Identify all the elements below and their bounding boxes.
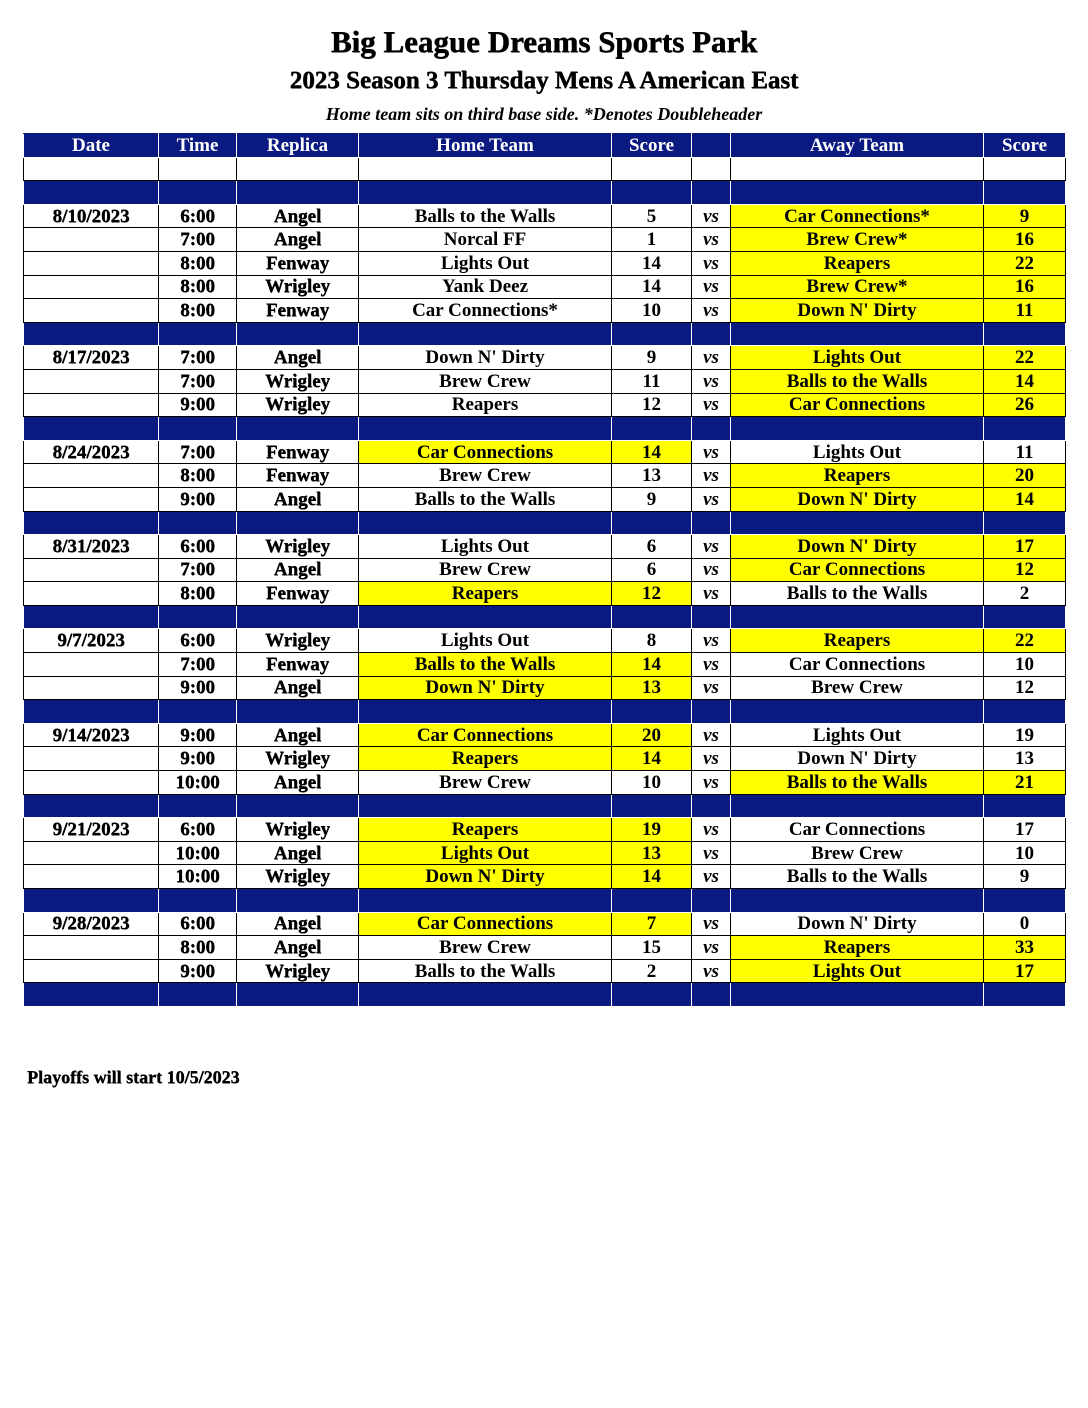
vs-cell: vs — [692, 228, 731, 252]
vs-cell: vs — [692, 582, 731, 606]
time-cell: 10:00 — [159, 841, 237, 865]
date-cell — [24, 228, 159, 252]
date-cell — [24, 275, 159, 299]
away-score-cell: 16 — [984, 275, 1066, 299]
header-time: Time — [159, 134, 237, 158]
away-score-cell: 13 — [984, 747, 1066, 771]
table-row — [24, 771, 1066, 795]
home-team-cell: Reapers — [359, 747, 612, 771]
table-row — [24, 936, 1066, 960]
away-score-cell: 17 — [984, 818, 1066, 842]
home-team-cell: Car Connections — [359, 723, 612, 747]
date-cell — [24, 959, 159, 983]
date-cell: 8/17/2023 — [24, 346, 159, 370]
away-score-cell: 22 — [984, 251, 1066, 275]
table-row — [24, 275, 1066, 299]
table-row — [24, 535, 1066, 559]
away-team-cell: Down N' Dirty — [731, 299, 984, 323]
home-score-cell: 10 — [612, 771, 692, 795]
home-score-cell: 9 — [612, 487, 692, 511]
home-team-cell: Balls to the Walls — [359, 653, 612, 677]
time-cell: 8:00 — [159, 299, 237, 323]
vs-cell: vs — [692, 369, 731, 393]
replica-cell: Wrigley — [237, 629, 359, 653]
week-separator — [24, 983, 1066, 1007]
home-team-cell: Brew Crew — [359, 558, 612, 582]
schedule-body — [24, 157, 1066, 1006]
time-cell: 7:00 — [159, 228, 237, 252]
home-score-cell: 6 — [612, 558, 692, 582]
home-score-cell: 14 — [612, 653, 692, 677]
time-cell: 9:00 — [159, 959, 237, 983]
away-team-cell: Lights Out — [731, 959, 984, 983]
replica-cell: Angel — [237, 912, 359, 936]
time-cell: 7:00 — [159, 653, 237, 677]
date-cell: 8/10/2023 — [24, 204, 159, 228]
away-score-cell: 10 — [984, 653, 1066, 677]
date-cell — [24, 582, 159, 606]
vs-cell: vs — [692, 747, 731, 771]
away-team-cell: Brew Crew — [731, 841, 984, 865]
replica-cell: Angel — [237, 771, 359, 795]
home-score-cell: 10 — [612, 299, 692, 323]
table-row — [24, 747, 1066, 771]
home-team-cell: Brew Crew — [359, 369, 612, 393]
table-row — [24, 865, 1066, 889]
table-row — [24, 676, 1066, 700]
vs-cell: vs — [692, 771, 731, 795]
date-cell — [24, 299, 159, 323]
vs-cell: vs — [692, 818, 731, 842]
home-team-cell: Lights Out — [359, 841, 612, 865]
date-cell — [24, 653, 159, 677]
header-home-score: Score — [612, 134, 692, 158]
home-team-cell: Down N' Dirty — [359, 865, 612, 889]
home-team-cell: Car Connections* — [359, 299, 612, 323]
vs-cell: vs — [692, 959, 731, 983]
table-row — [24, 841, 1066, 865]
date-cell: 9/7/2023 — [24, 629, 159, 653]
home-score-cell: 9 — [612, 346, 692, 370]
week-separator — [24, 417, 1066, 441]
away-team-cell: Car Connections — [731, 818, 984, 842]
replica-cell: Fenway — [237, 440, 359, 464]
vs-cell: vs — [692, 653, 731, 677]
date-cell — [24, 771, 159, 795]
home-team-cell: Brew Crew — [359, 936, 612, 960]
home-team-cell: Norcal FF — [359, 228, 612, 252]
away-score-cell: 11 — [984, 440, 1066, 464]
replica-cell: Fenway — [237, 299, 359, 323]
table-row — [24, 818, 1066, 842]
home-team-cell: Lights Out — [359, 251, 612, 275]
replica-cell: Angel — [237, 558, 359, 582]
vs-cell: vs — [692, 865, 731, 889]
replica-cell: Fenway — [237, 653, 359, 677]
table-row — [24, 393, 1066, 417]
home-score-cell: 11 — [612, 369, 692, 393]
home-team-cell: Yank Deez — [359, 275, 612, 299]
replica-cell: Fenway — [237, 251, 359, 275]
away-score-cell: 12 — [984, 558, 1066, 582]
vs-cell: vs — [692, 464, 731, 488]
replica-cell: Angel — [237, 346, 359, 370]
home-score-cell: 5 — [612, 204, 692, 228]
away-score-cell: 17 — [984, 535, 1066, 559]
time-cell: 9:00 — [159, 676, 237, 700]
vs-cell: vs — [692, 440, 731, 464]
time-cell: 6:00 — [159, 535, 237, 559]
away-team-cell: Lights Out — [731, 346, 984, 370]
home-score-cell: 19 — [612, 818, 692, 842]
week-separator — [24, 511, 1066, 535]
away-score-cell: 26 — [984, 393, 1066, 417]
replica-cell: Angel — [237, 676, 359, 700]
home-score-cell: 12 — [612, 393, 692, 417]
away-score-cell: 0 — [984, 912, 1066, 936]
time-cell: 9:00 — [159, 747, 237, 771]
date-cell — [24, 464, 159, 488]
date-cell — [24, 369, 159, 393]
home-team-cell: Down N' Dirty — [359, 346, 612, 370]
away-team-cell: Reapers — [731, 629, 984, 653]
header-row — [24, 134, 1066, 158]
date-cell — [24, 865, 159, 889]
away-score-cell: 20 — [984, 464, 1066, 488]
replica-cell: Angel — [237, 204, 359, 228]
date-cell — [24, 936, 159, 960]
header-replica: Replica — [237, 134, 359, 158]
away-score-cell: 14 — [984, 487, 1066, 511]
away-score-cell: 2 — [984, 582, 1066, 606]
away-team-cell: Balls to the Walls — [731, 771, 984, 795]
away-score-cell: 11 — [984, 299, 1066, 323]
page-title: Big League Dreams Sports Park — [330, 24, 758, 59]
date-cell: 8/24/2023 — [24, 440, 159, 464]
home-score-cell: 15 — [612, 936, 692, 960]
week-separator — [24, 794, 1066, 818]
vs-cell: vs — [692, 204, 731, 228]
replica-cell: Angel — [237, 723, 359, 747]
away-team-cell: Balls to the Walls — [731, 865, 984, 889]
vs-cell: vs — [692, 251, 731, 275]
home-team-cell: Reapers — [359, 393, 612, 417]
away-score-cell: 22 — [984, 629, 1066, 653]
home-team-cell: Down N' Dirty — [359, 676, 612, 700]
vs-cell: vs — [692, 393, 731, 417]
replica-cell: Angel — [237, 487, 359, 511]
header-vs — [692, 134, 731, 158]
away-team-cell: Balls to the Walls — [731, 369, 984, 393]
table-row — [24, 723, 1066, 747]
replica-cell: Wrigley — [237, 865, 359, 889]
home-score-cell: 13 — [612, 464, 692, 488]
replica-cell: Wrigley — [237, 369, 359, 393]
replica-cell: Wrigley — [237, 535, 359, 559]
time-cell: 6:00 — [159, 818, 237, 842]
away-score-cell: 19 — [984, 723, 1066, 747]
doubleheader-note: Home team sits on third base side. *Denotes Doubleheader — [325, 104, 763, 124]
home-team-cell: Reapers — [359, 818, 612, 842]
replica-cell: Wrigley — [237, 818, 359, 842]
time-cell: 8:00 — [159, 464, 237, 488]
away-team-cell: Lights Out — [731, 440, 984, 464]
vs-cell: vs — [692, 346, 731, 370]
away-score-cell: 21 — [984, 771, 1066, 795]
week-separator — [24, 322, 1066, 346]
time-cell: 6:00 — [159, 912, 237, 936]
home-score-cell: 14 — [612, 865, 692, 889]
table-row — [24, 653, 1066, 677]
table-row — [24, 582, 1066, 606]
date-cell: 9/28/2023 — [24, 912, 159, 936]
home-team-cell: Balls to the Walls — [359, 487, 612, 511]
header-date: Date — [24, 134, 159, 158]
home-team-cell: Car Connections — [359, 440, 612, 464]
away-score-cell: 16 — [984, 228, 1066, 252]
table-row — [24, 204, 1066, 228]
replica-cell: Fenway — [237, 464, 359, 488]
home-team-cell: Brew Crew — [359, 771, 612, 795]
time-cell: 7:00 — [159, 558, 237, 582]
replica-cell: Wrigley — [237, 747, 359, 771]
date-cell — [24, 676, 159, 700]
replica-cell: Angel — [237, 841, 359, 865]
away-team-cell: Down N' Dirty — [731, 912, 984, 936]
replica-cell: Wrigley — [237, 959, 359, 983]
date-cell: 9/21/2023 — [24, 818, 159, 842]
time-cell: 9:00 — [159, 723, 237, 747]
date-cell — [24, 251, 159, 275]
vs-cell: vs — [692, 936, 731, 960]
vs-cell: vs — [692, 723, 731, 747]
table-row — [24, 228, 1066, 252]
time-cell: 8:00 — [159, 936, 237, 960]
away-score-cell: 9 — [984, 204, 1066, 228]
home-score-cell: 8 — [612, 629, 692, 653]
time-cell: 6:00 — [159, 629, 237, 653]
time-cell: 7:00 — [159, 440, 237, 464]
home-score-cell: 1 — [612, 228, 692, 252]
table-row — [24, 959, 1066, 983]
time-cell: 10:00 — [159, 865, 237, 889]
home-score-cell: 20 — [612, 723, 692, 747]
away-team-cell: Balls to the Walls — [731, 582, 984, 606]
table-row — [24, 464, 1066, 488]
header-home-team: Home Team — [359, 134, 612, 158]
away-score-cell: 33 — [984, 936, 1066, 960]
table-row — [24, 558, 1066, 582]
table-row — [24, 369, 1066, 393]
vs-cell: vs — [692, 275, 731, 299]
vs-cell: vs — [692, 841, 731, 865]
time-cell: 10:00 — [159, 771, 237, 795]
vs-cell: vs — [692, 299, 731, 323]
away-team-cell: Car Connections — [731, 558, 984, 582]
away-team-cell: Car Connections — [731, 653, 984, 677]
home-score-cell: 12 — [612, 582, 692, 606]
home-team-cell: Balls to the Walls — [359, 959, 612, 983]
replica-cell: Wrigley — [237, 393, 359, 417]
time-cell: 9:00 — [159, 487, 237, 511]
date-cell — [24, 747, 159, 771]
away-team-cell: Down N' Dirty — [731, 487, 984, 511]
vs-cell: vs — [692, 912, 731, 936]
date-cell — [24, 487, 159, 511]
away-team-cell: Reapers — [731, 936, 984, 960]
vs-cell: vs — [692, 676, 731, 700]
away-team-cell: Car Connections* — [731, 204, 984, 228]
vs-cell: vs — [692, 558, 731, 582]
home-score-cell: 7 — [612, 912, 692, 936]
time-cell: 8:00 — [159, 251, 237, 275]
away-team-cell: Car Connections — [731, 393, 984, 417]
replica-cell: Wrigley — [237, 275, 359, 299]
home-score-cell: 14 — [612, 251, 692, 275]
away-score-cell: 14 — [984, 369, 1066, 393]
playoffs-note: Playoffs will start 10/5/2023 — [27, 1067, 240, 1087]
home-score-cell: 6 — [612, 535, 692, 559]
week-separator — [24, 700, 1066, 724]
table-row — [24, 346, 1066, 370]
table-row — [24, 251, 1066, 275]
away-score-cell: 17 — [984, 959, 1066, 983]
home-team-cell: Reapers — [359, 582, 612, 606]
week-separator — [24, 889, 1066, 913]
time-cell: 8:00 — [159, 582, 237, 606]
time-cell: 6:00 — [159, 204, 237, 228]
away-team-cell: Brew Crew* — [731, 275, 984, 299]
date-cell — [24, 558, 159, 582]
away-team-cell: Down N' Dirty — [731, 535, 984, 559]
replica-cell: Angel — [237, 228, 359, 252]
date-cell: 9/14/2023 — [24, 723, 159, 747]
date-cell — [24, 841, 159, 865]
home-team-cell: Balls to the Walls — [359, 204, 612, 228]
table-row — [24, 912, 1066, 936]
replica-cell: Angel — [237, 936, 359, 960]
home-team-cell: Lights Out — [359, 629, 612, 653]
page-subtitle: 2023 Season 3 Thursday Mens A American East — [289, 67, 799, 94]
away-score-cell: 22 — [984, 346, 1066, 370]
week-separator — [24, 605, 1066, 629]
home-score-cell: 13 — [612, 841, 692, 865]
time-cell: 7:00 — [159, 369, 237, 393]
table-row — [24, 440, 1066, 464]
table-row — [24, 629, 1066, 653]
table-row — [24, 487, 1066, 511]
vs-cell: vs — [692, 629, 731, 653]
header-away-score: Score — [984, 134, 1066, 158]
time-cell: 7:00 — [159, 346, 237, 370]
date-cell: 8/31/2023 — [24, 535, 159, 559]
home-team-cell: Lights Out — [359, 535, 612, 559]
home-score-cell: 2 — [612, 959, 692, 983]
away-score-cell: 12 — [984, 676, 1066, 700]
time-cell: 8:00 — [159, 275, 237, 299]
replica-cell: Fenway — [237, 582, 359, 606]
away-team-cell: Reapers — [731, 464, 984, 488]
blank-row — [24, 157, 1066, 181]
week-separator — [24, 181, 1066, 205]
away-team-cell: Lights Out — [731, 723, 984, 747]
away-team-cell: Reapers — [731, 251, 984, 275]
away-team-cell: Brew Crew — [731, 676, 984, 700]
home-team-cell: Brew Crew — [359, 464, 612, 488]
home-score-cell: 14 — [612, 275, 692, 299]
home-score-cell: 13 — [612, 676, 692, 700]
header-away-team: Away Team — [731, 134, 984, 158]
away-team-cell: Brew Crew* — [731, 228, 984, 252]
home-score-cell: 14 — [612, 747, 692, 771]
home-team-cell: Car Connections — [359, 912, 612, 936]
away-team-cell: Down N' Dirty — [731, 747, 984, 771]
table-row — [24, 299, 1066, 323]
vs-cell: vs — [692, 487, 731, 511]
away-score-cell: 9 — [984, 865, 1066, 889]
home-score-cell: 14 — [612, 440, 692, 464]
date-cell — [24, 393, 159, 417]
time-cell: 9:00 — [159, 393, 237, 417]
schedule-table — [23, 133, 1066, 1007]
vs-cell: vs — [692, 535, 731, 559]
away-score-cell: 10 — [984, 841, 1066, 865]
